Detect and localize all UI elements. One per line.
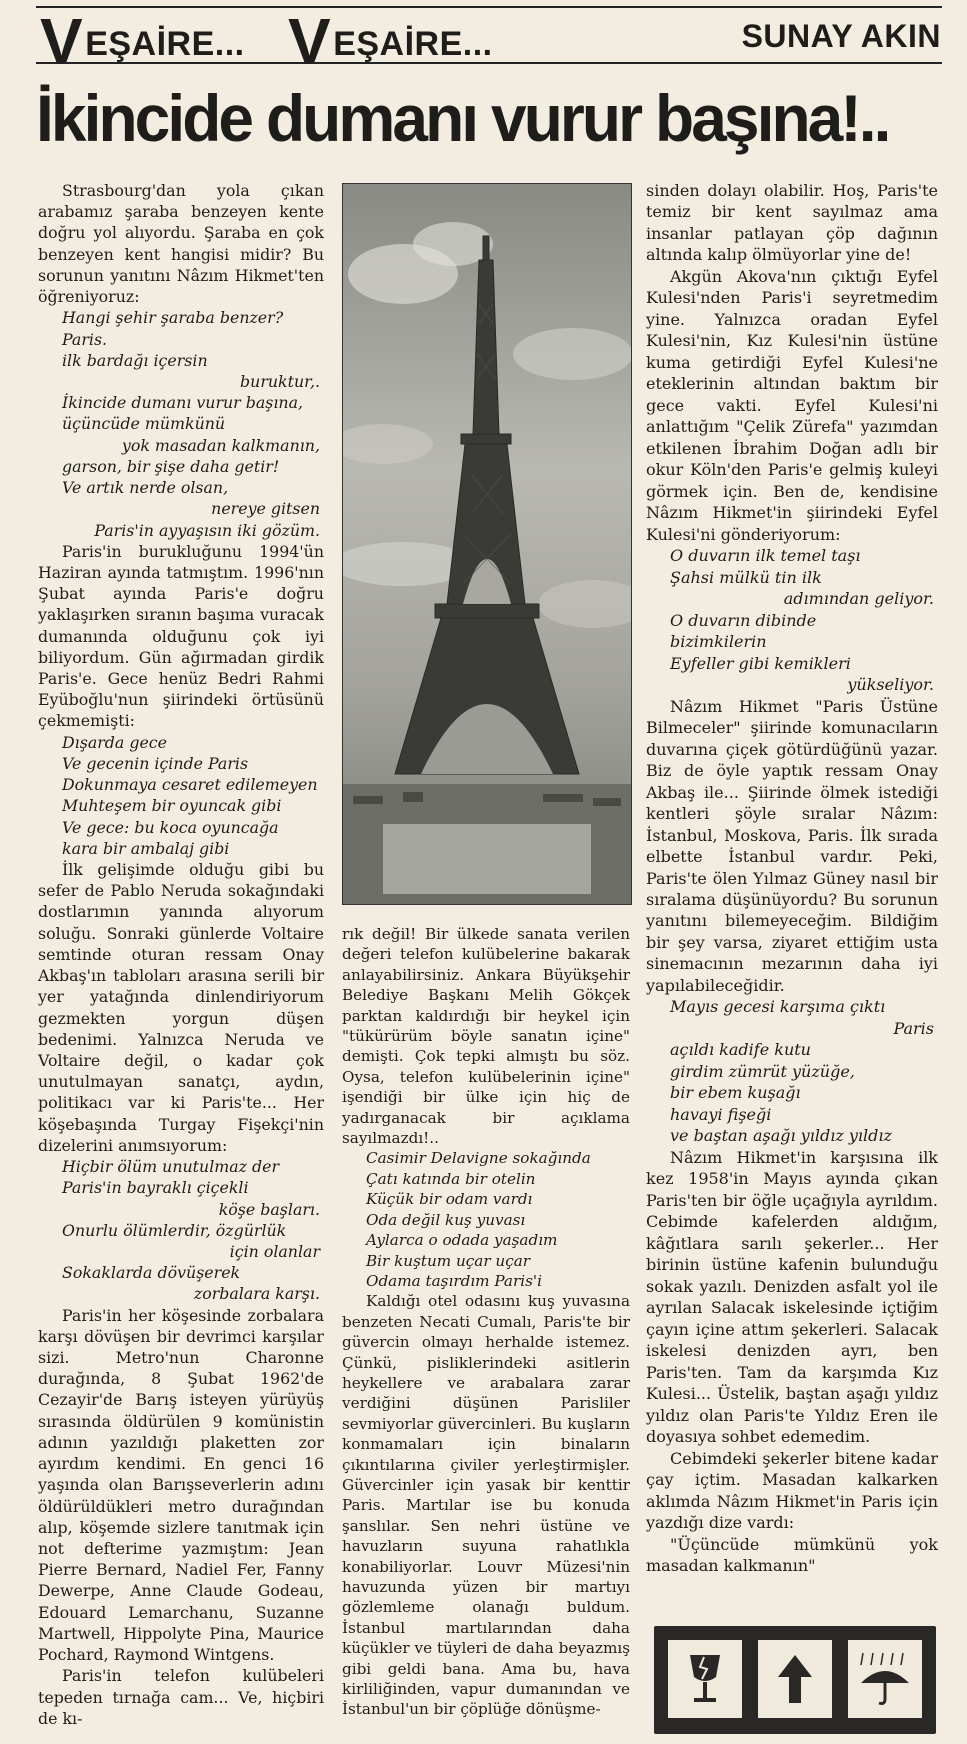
author-name: SUNAY AKIN: [741, 18, 941, 54]
series-cap-letter: V: [288, 5, 332, 77]
poem-line: ilk bardağı içersin: [62, 350, 208, 370]
paragraph: Akgün Akova'nın çıktığı Eyfel Kulesi'nden Paris'i seyretmedim yine. Yalnızca oradan Eyfel Kulesi'nin, Kız Kulesi'nin üstüne kuma getirdiği Eyfel Kulesi'ne eteklerinin altından baktım bir gece vakti. Eyfel Kulesi'ni anlattığım "Çelik Zürefa" yazımdan etkilenen İbrahim Doğan adlı bir okur Köln'den Paris'e gelmiş kuleyi görmek için. Ben de, kendisine Nâzım Hikmet'in şiirindeki Eyfel Kulesi'ni gönderiyorum:: [646, 266, 938, 544]
poem-line: Oda değil kuş yuvası: [366, 1210, 526, 1229]
poem-line: havayi fişeği: [670, 1104, 772, 1124]
poem-line: adımından geliyor.: [783, 589, 934, 609]
poem-eyfel: [670, 545, 938, 695]
poem-line: Eyfeller gibi kemikleri: [670, 653, 851, 673]
poem-line: Şahsi mülkü tin ilk: [670, 567, 822, 587]
poem-line: Çatı katında bir otelin: [366, 1169, 536, 1188]
poem-line: Casimir Delavigne sokağında: [366, 1149, 591, 1168]
poem-line: Paris: [893, 1018, 934, 1038]
poem-line: O duvarın ilk temel taşı: [670, 546, 861, 566]
poem-line: garson, bir şişe daha getir!: [62, 456, 280, 476]
poem-line: Dışarda gece: [62, 732, 168, 752]
poem-line: Paris.: [62, 329, 108, 349]
paragraph: sinden dolayı olabilir. Hoş, Paris'te temiz bir kent sayılmaz ama insanlar patlayan çöp dağının altında kalıp ölmüyorlar yine de!: [646, 181, 938, 265]
poem-line: için olanlar: [229, 1241, 320, 1261]
paragraph: Strasbourg'dan yola çıkan arabamız şaraba benzeyen kente doğru yol alıyordu. Şaraba en çok benzeyen kent hangisi midir? Bu sorunun yanıtını Nâzım Hikmet'ten öğreniyoruz:: [38, 181, 324, 307]
poem-line: Onurlu ölümlerdir, özgürlük: [62, 1220, 287, 1240]
poem-line: yükseliyor.: [847, 675, 934, 695]
handling-symbols-box: [654, 1626, 936, 1734]
series-title-1: [40, 4, 245, 77]
paragraph: Nâzım Hikmet'in karşısına ilk kez 1958'in Mayıs ayında çıkan Paris'ten bir öğle uçağıyla ayrıldım. Cebimde kafelerden aldığım, kâğıtlara sarılı şekerler... Her birinin üstüne kafenin bulunduğu sokak yazılı. Denizden asfalt yol ile ayrılan Salacak iskelesinde içtiğim çayın içine attım şekerleri. Salacak iskelesi denizden ayrı, ben Paris'ten. Tam da karşımda Kız Kulesi... Üstelik, baştan aşağı yıldız yıldız olan Paris'te Yıldız Eren ile doyasıya sohbet edemedim.: [646, 1147, 938, 1447]
paragraph: İlk gelişimde olduğu gibi bu sefer de Pablo Neruda sokağındaki dostlarımın yanında alıyorum soluğu. Sonraki günlerde Voltaire semtinde oturan ressam Onay Akbaş'ın tabloları arasına serili bir yer yatağında dinlendiriyorum gezmekten yorgun düşen bedenimi. Yalnızca Neruda ve Voltaire değil, o kadar çok unutulmayan sanatçı, aydın, politikacı var ki Paris'te... Her köşebaşında Turgay Fişekçi'nin dizelerini anımsıyorum:: [38, 860, 324, 1155]
closing-quote: "Üçüncüde mümkünü yok masadan kalkmanın": [646, 1534, 938, 1575]
column-3: [646, 180, 938, 1576]
poem-line: nereye gitsen: [211, 499, 320, 519]
column-2: [342, 924, 630, 1720]
poem-turgay-fisekci: [62, 1156, 324, 1305]
poem-necati-cumali: [366, 1148, 630, 1291]
poem-mayis-gecesi: [670, 996, 938, 1146]
poem-line: Hangi şehir şaraba benzer?: [62, 308, 284, 328]
paragraph: Paris'in burukluğunu 1994'ün Haziran ayında tatmıştım. 1996'nın Şubat ayında Paris'e doğru yaklaşırken sıranın başıma vuracak dumanında olduğunu çok iyi biliyordum. Gün ağırmadan girdik Paris'e. Gece henüz Bedri Rahmi Eyüboğlu'nun şiirindeki örtüsünü çekmemişti:: [38, 541, 324, 731]
fragile-glass-icon: [668, 1640, 742, 1718]
poem-line: Dokunmaya cesaret edilemeyen: [62, 775, 318, 795]
poem-line: Aylarca o odada yaşadım: [366, 1231, 558, 1250]
poem-bedri-rahmi: [62, 732, 324, 859]
paragraph: Kaldığı otel odasını kuş yuvasına benzeten Necati Cumalı, Paris'te bir güvercin olmayı herhalde istemez. Çünkü, pisliklerindeki asitlerin heykellere ve arabalara zarar verdiğini düşünen Parisliler sevmiyorlar güvercinleri. Bu kuşların konmamaları için binaların çıkıntılarına çiviler yerleştirmişler. Güvercinler için yasak bir kenttir Paris. Martılar ise bu konuda şanslılar. Sen nehri üstüne ve havuzların suyuna rahatlıkla konabiliyorlar. Louvr Müzesi'nin havuzunda yüzen bir martıyı gözlemleme olanağı buldum. İstanbul martılarından daha küçükler ve tüyleri de daha beyazmış gibi geldi bana. Ama bu, hava kirliliğinden, vapur dumanından ve İstanbul'un bir çöplüğe dönüşme-: [342, 1292, 630, 1719]
poem-line: Ve gece: bu koca oyuncağa: [62, 817, 279, 837]
poem-line: Hiçbir ölüm unutulmaz der: [62, 1157, 279, 1177]
poem-line: kara bir ambalaj gibi: [62, 838, 230, 858]
poem-line: bizimkilerin: [670, 632, 767, 652]
poem-line: Bir kuştum uçar uçar: [366, 1251, 531, 1270]
paragraph: Paris'in telefon kulübeleri tepeden tırnağa cam... Ve, hiçbiri de kı-: [38, 1666, 324, 1728]
paragraph: Paris'in her köşesinde zorbalara karşı dövüşen bir devrimci karşılar sizi. Metro'nun Charonne durağında, 8 Şubat 1962'de Cezayir'de Barış isteyen yürüyüş sırasında öldürülen 9 komünistin adının yazıldığı plaketten zor ayırdım kendimi. En genci 16 yaşında olan Barışseverlerin adını öldürüldükleri metro durağından alıp, köşemde sizlere tanıtmak için not defterime yazmıştım: Jean Pierre Bernard, Nadiel Fer, Fanny Dewerpe, Anne Claude Godeau, Edouard Lemarchanu, Suzanne Martwell, Hippolyte Pina, Maurice Pochard, Raymond Wintgens.: [38, 1305, 324, 1665]
series-title-2: [288, 4, 493, 77]
poem-line: zorbalara karşı.: [193, 1284, 320, 1304]
series-cap-letter: V: [40, 5, 84, 77]
poem-line: Paris'in ayyaşısın iki gözüm.: [94, 520, 320, 540]
poem-line: Ve gecenin içinde Paris: [62, 753, 249, 773]
poem-line: köşe başları.: [218, 1199, 320, 1219]
poem-line: İkincide dumanı vurur başına,: [62, 393, 304, 413]
eiffel-tower-photo: [342, 183, 632, 905]
poem-line: ve baştan aşağı yıldız yıldız: [670, 1126, 892, 1146]
poem-nazim-hikmet: [62, 307, 324, 540]
article-headline: İkincide dumanı vurur başına!..: [36, 81, 889, 155]
poem-line: girdim zümrüt yüzüğe,: [670, 1061, 855, 1081]
poem-line: buruktur,.: [240, 371, 320, 391]
poem-line: yok masadan kalkmanın,: [121, 435, 320, 455]
keep-dry-umbrella-icon: [848, 1640, 922, 1718]
poem-line: Küçük bir odam vardı: [366, 1190, 533, 1209]
eiffel-tower-icon: [343, 184, 631, 904]
this-side-up-arrow-icon: [758, 1640, 832, 1718]
poem-line: açıldı kadife kutu: [670, 1040, 811, 1060]
series-text: EŞAİRE...: [85, 25, 245, 63]
series-text: EŞAİRE...: [333, 25, 493, 63]
paragraph: Cebimdeki şekerler bitene kadar çay içtim. Masadan kalkarken aklımda Nâzım Hikmet'in Paris için yazdığı dize vardı:: [646, 1448, 938, 1533]
poem-line: üçüncüde mümkünü: [62, 414, 226, 434]
column-1: [38, 180, 324, 1729]
poem-line: Muhteşem bir oyuncak gibi: [62, 796, 282, 816]
poem-line: Paris'in bayraklı çiçekli: [62, 1178, 249, 1198]
paragraph: Nâzım Hikmet "Paris Üstüne Bilmeceler" şiirinde komunacıların duvarına çiçek götürdüğünü yazar. Biz de öyle yaptık ressam Onay Akbaş ile... Şiirinde ölmek istediği kentleri şöyle sıralar Nâzım: İstanbul, Moskova, Paris. İlk sırada elbette İstanbul vardır. Peki, Paris'te ölen Yılmaz Güney nasıl bir sıralama düşünüyordu? Bu sorunun yanıtını bilemeyeceğim. Bildiğim bir şey varsa, ziyaret ettiğim usta sinemacının mezarının daha iyi yapılabileceğidir.: [646, 696, 938, 995]
poem-line: Ve artık nerde olsan,: [62, 478, 229, 498]
poem-line: Mayıs gecesi karşıma çıktı: [670, 997, 886, 1017]
poem-line: Sokaklarda dövüşerek: [62, 1263, 241, 1283]
poem-line: Odama taşırdım Paris'i: [366, 1271, 542, 1290]
poem-line: O duvarın dibinde: [670, 610, 817, 630]
paragraph: rık değil! Bir ülkede sanata verilen değeri telefon kulübelerine bakarak anlayabilirsiniz. Ankara Büyükşehir Belediye Başkanı Melih Gökçek parktan kaldırdığı bir heykel için "tükürürüm böyle sanatın içine" demişti. Çok tepki almıştı bu söz. Oysa, telefon kulübelerinin içine" işendiği bir ülke için hiç de yadırganacak bir açıklama sayılmazdı!..: [342, 925, 630, 1148]
poem-line: bir ebem kuşağı: [670, 1083, 801, 1103]
